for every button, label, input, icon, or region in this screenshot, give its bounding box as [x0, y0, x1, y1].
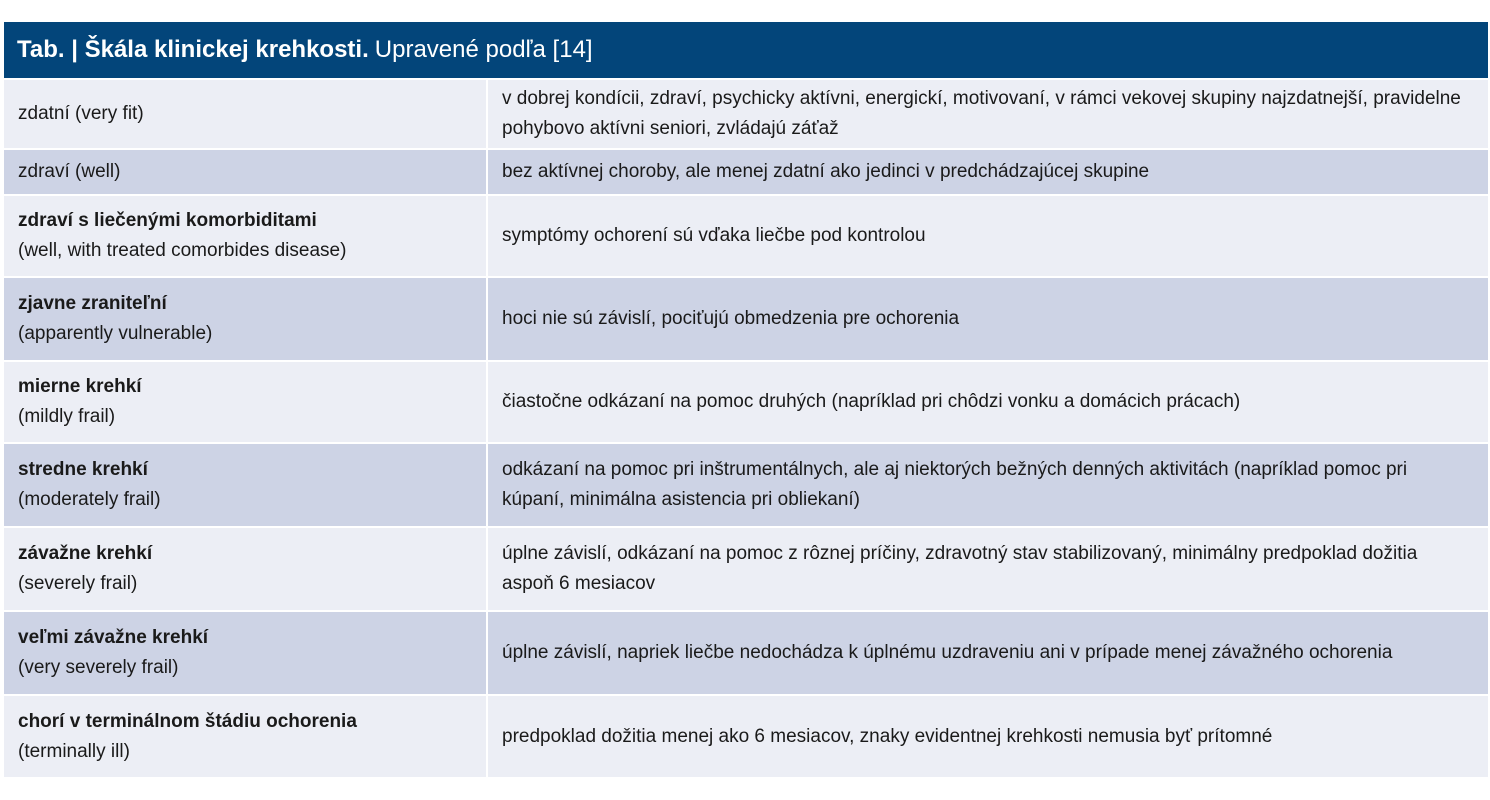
table-row: [4, 195, 1488, 277]
frailty-category-cell: [4, 79, 487, 149]
frailty-description-cell: čiastočne odkázaní na pomoc druhých (napríklad pri chôdzi vonku a domácich prácach): [487, 361, 1488, 443]
frailty-category-name: zdraví (well): [18, 161, 121, 182]
frailty-table-container: [4, 22, 1488, 777]
frailty-description-cell: úplne závislí, odkázaní na pomoc z rôznej príčiny, zdravotný stav stabilizovaný, minimálny predpoklad dožitia aspoň 6 mesiacov: [487, 527, 1488, 611]
frailty-category-name: zdraví s liečenými komorbiditami: [18, 210, 317, 231]
frailty-category-name: stredne krehkí: [18, 459, 148, 480]
frailty-description-cell: hoci nie sú závislí, pociťujú obmedzenia pre ochorenia: [487, 277, 1488, 361]
frailty-description-cell: úplne závislí, napriek liečbe nedochádza k úplnému uzdraveniu ani v prípade menej závažného ochorenia: [487, 611, 1488, 695]
frailty-category-english: (apparently vulnerable): [18, 323, 213, 344]
frailty-description-cell: v dobrej kondícii, zdraví, psychicky aktívni, energickí, motivovaní, v rámci vekovej skupiny najzdatnejší, pravidelne pohybovo aktívni seniori, zvládajú záťaž: [487, 79, 1488, 149]
frailty-category-cell: [4, 527, 487, 611]
frailty-category-cell: [4, 611, 487, 695]
frailty-category-english: (terminally ill): [18, 740, 130, 762]
table-body: [4, 79, 1488, 777]
frailty-category-cell: [4, 195, 487, 277]
table-row: [4, 149, 1488, 195]
frailty-description-cell: odkázaní na pomoc pri inštrumentálnych, ale aj niektorých bežných denných aktivitách (napríklad pomoc pri kúpaní, minimálna asistencia pri obliekaní): [487, 443, 1488, 527]
frailty-category-cell: [4, 149, 487, 195]
frailty-category-name: závažne krehkí: [18, 543, 153, 564]
table-row: [4, 611, 1488, 695]
frailty-category-name: chorí v terminálnom štádiu ochorenia: [18, 710, 357, 732]
table-title-bar: [4, 22, 1488, 78]
table-title-source: Upravené podľa [14]: [374, 36, 593, 63]
frailty-category-cell: [4, 695, 487, 777]
frailty-category-name: mierne krehkí: [18, 376, 142, 397]
frailty-category-english: (very severely frail): [18, 657, 179, 678]
frailty-category-english: (severely frail): [18, 573, 138, 594]
table-row: [4, 695, 1488, 777]
table-title: Tab. | Škála klinickej krehkosti.: [17, 36, 369, 63]
table-row: [4, 527, 1488, 611]
table-row: [4, 277, 1488, 361]
frailty-category-cell: [4, 361, 487, 443]
frailty-category-name: zdatní (very fit): [18, 103, 144, 124]
frailty-category-english: (mildly frail): [18, 406, 116, 427]
table-row: [4, 361, 1488, 443]
frailty-scale-table: [4, 78, 1488, 777]
frailty-category-name: zjavne zraniteľní: [18, 293, 167, 314]
frailty-description-cell: symptómy ochorení sú vďaka liečbe pod kontrolou: [487, 195, 1488, 277]
frailty-category-english: (moderately frail): [18, 489, 161, 510]
frailty-description-cell: bez aktívnej choroby, ale menej zdatní ako jedinci v predchádzajúcej skupine: [487, 149, 1488, 195]
table-row: [4, 443, 1488, 527]
frailty-category-english: (well, with treated comorbides disease): [18, 240, 347, 261]
table-row: [4, 79, 1488, 149]
frailty-category-cell: [4, 443, 487, 527]
frailty-category-name: veľmi závažne krehkí: [18, 627, 209, 648]
frailty-category-cell: [4, 277, 487, 361]
frailty-description-cell: predpoklad dožitia menej ako 6 mesiacov, znaky evidentnej krehkosti nemusia byť prítomné: [487, 695, 1488, 777]
